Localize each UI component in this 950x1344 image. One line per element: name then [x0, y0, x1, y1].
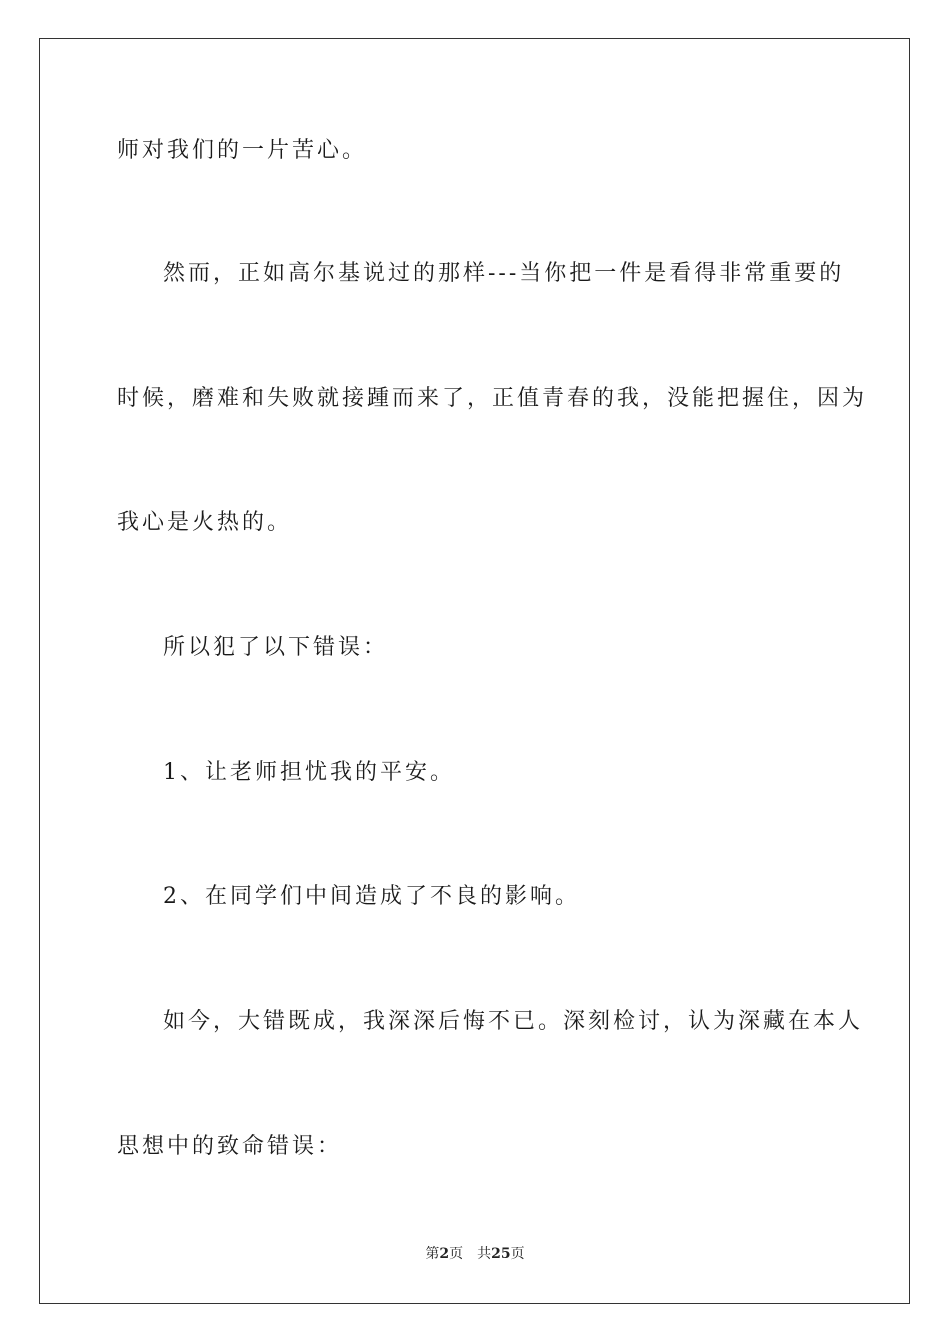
text-line-1: 师对我们的一片苦心。: [117, 138, 368, 163]
footer-page-number: 2: [439, 1246, 450, 1262]
text-line-9: 思想中的致命错误：: [117, 1134, 343, 1159]
text-line-6: 1、让老师担忧我的平安。: [163, 760, 455, 785]
text-line-8: 如今，大错既成，我深深后悔不已。深刻检讨，认为深藏在本人: [163, 1009, 864, 1034]
footer-total-pages: 25: [491, 1246, 511, 1262]
page-frame: [39, 38, 910, 1304]
page-footer: [0, 1245, 950, 1263]
footer-total-prefix: 共: [477, 1246, 492, 1262]
text-line-2: 然而，正如高尔基说过的那样---当你把一件是看得非常重要的: [163, 261, 845, 286]
footer-total-suffix: 页: [510, 1246, 525, 1262]
text-line-7: 2、在同学们中间造成了不良的影响。: [163, 884, 580, 909]
footer-page-suffix: 页: [449, 1246, 464, 1262]
text-line-5: 所以犯了以下错误：: [163, 635, 389, 660]
text-line-4: 我心是火热的。: [117, 510, 293, 535]
footer-page-prefix: 第: [425, 1246, 440, 1262]
text-line-3: 时候，磨难和失败就接踵而来了，正值青春的我，没能把握住，因为: [117, 386, 868, 411]
